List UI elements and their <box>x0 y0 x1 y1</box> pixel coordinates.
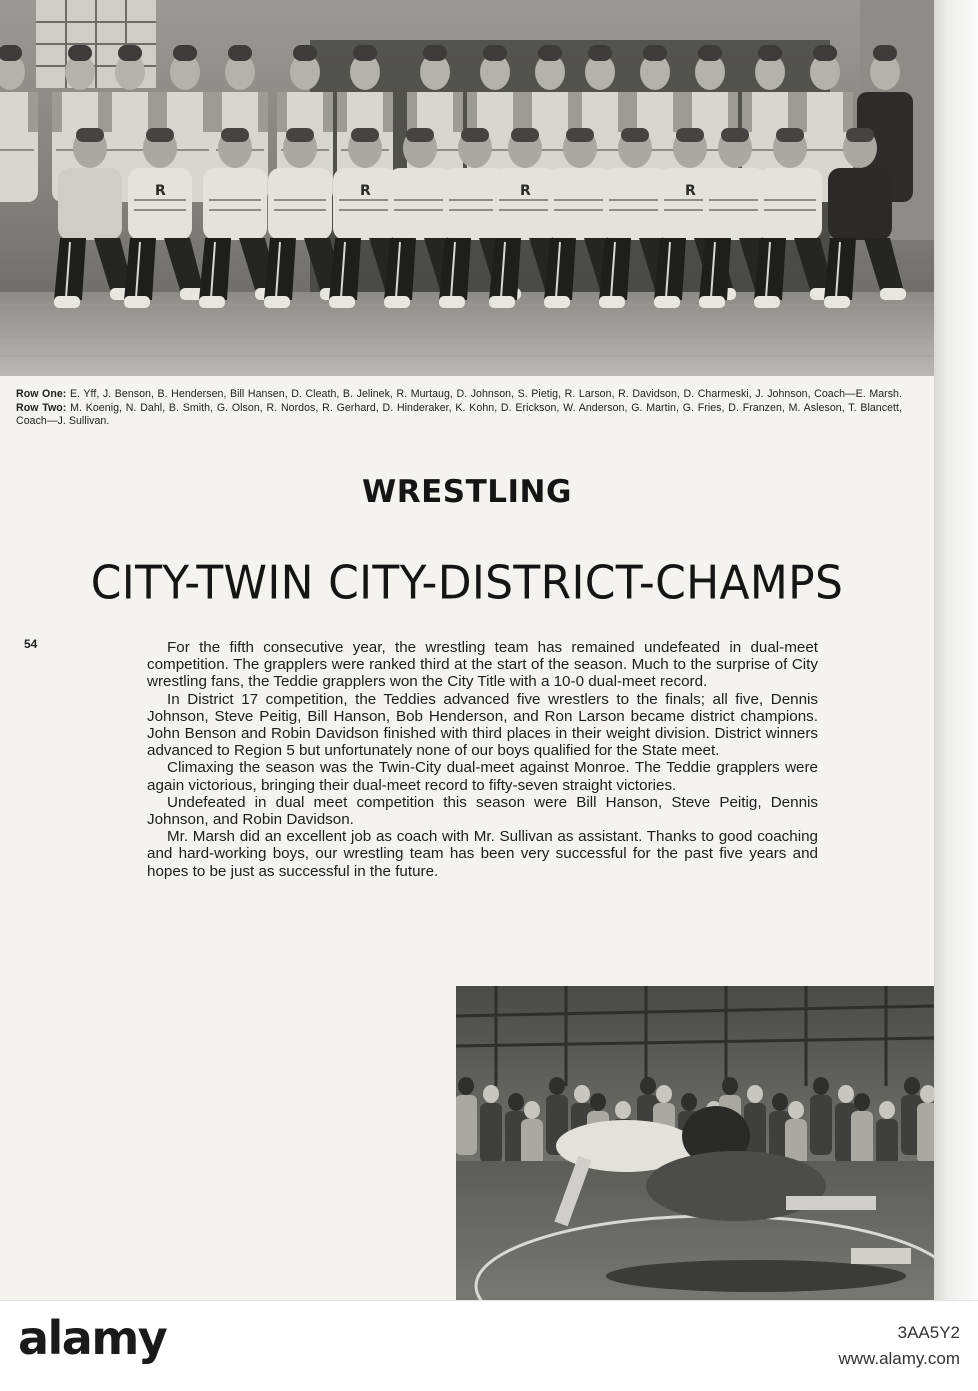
row-two-label: Row Two: <box>16 401 67 414</box>
page-number: 54 <box>24 637 38 651</box>
watermark-logo: alamy <box>18 1311 167 1365</box>
jersey-letter: R <box>685 183 696 199</box>
section-title: WRESTLING <box>362 474 572 510</box>
jersey-letter: R <box>360 183 371 199</box>
jersey-letter: R <box>155 183 166 199</box>
watermark-info <box>838 1320 960 1372</box>
row-one-names: E. Yff, J. Benson, B. Hendersen, Bill Hansen, D. Cleath, B. Jelinek, R. Murtaug, D. Johnson, S. Pietig, R. Larson, R. Davidson, D. Charmeski, J. Johnson, Coach—E. Marsh. <box>69 388 902 400</box>
article-body <box>147 639 818 880</box>
headline: CITY-TWIN CITY-DISTRICT-CHAMPS <box>90 556 844 611</box>
article-paragraph: In District 17 competition, the Teddies advanced five wrestlers to the finals; all five, Dennis Johnson, Steve Peitig, Bill Hanson, Bob Henderson, and Ron Larson became district champions. John Benson and Robin Davidson finished with third places in their weight division. District winners advanced to Region 5 but unfortunately none of our boys qualified for the State meet. <box>147 690 818 760</box>
team-photo <box>0 0 934 376</box>
page-edge <box>934 0 978 1300</box>
row-two-names: M. Koenig, N. Dahl, B. Smith, G. Olson, R. Nordos, R. Gerhard, D. Hinderaker, K. Kohn, D. Erickson, W. Anderson, G. Martin, G. Fries, D. Franzen, M. Asleson, T. Blancett, Coach—J. Sullivan. <box>16 401 902 428</box>
watermark-image-id: 3AA5Y2 <box>897 1323 960 1342</box>
article-paragraph: For the fifth consecutive year, the wrestling team has remained undefeated in dual-meet competition. The grapplers were ranked third at the start of the season. Much to the surprise of City wrestling fans, the Teddie grapplers won the City Title with a 10-0 dual-meet record. <box>147 639 818 691</box>
article-paragraph: Mr. Marsh did an excellent job as coach with Mr. Sullivan as assistant. Thanks to good coaching and hard-working boys, our wrestling team has been very successful for the past five years and hopes to be just as successful in the future. <box>147 828 818 880</box>
article-paragraph: Climaxing the season was the Twin-City dual-meet against Monroe. The Teddie grapplers were again victorious, bringing their dual-meet record to fifty-seven straight victories. <box>147 759 818 794</box>
article-paragraph: Undefeated in dual meet competition this season were Bill Hanson, Steve Peitig, Dennis Johnson, and Robin Davidson. <box>147 793 818 829</box>
jersey-letter: R <box>520 183 531 199</box>
photo-caption <box>16 388 902 429</box>
watermark-site: www.alamy.com <box>838 1349 960 1368</box>
match-photo <box>456 986 934 1300</box>
row-one-label: Row One: <box>16 388 67 400</box>
